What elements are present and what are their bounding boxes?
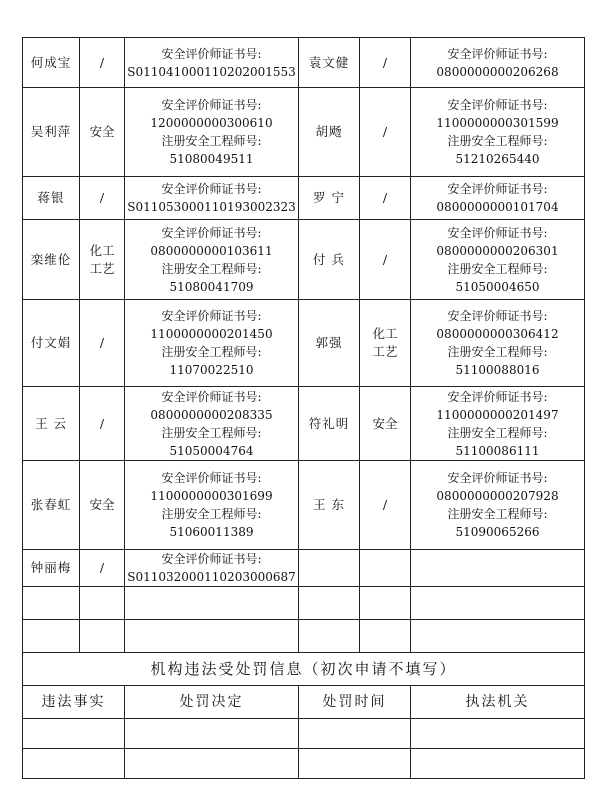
person-certificates xyxy=(125,177,299,220)
person-major: / xyxy=(80,300,125,387)
person-major: / xyxy=(360,220,411,300)
person-name: 蒋银 xyxy=(23,177,80,220)
certificate-label: 注册安全工程师号: xyxy=(161,425,262,440)
empty-cell xyxy=(299,587,360,620)
certificate-label: 安全评价师证书号: xyxy=(447,471,548,485)
person-major: / xyxy=(80,177,125,220)
person-certificates xyxy=(411,177,585,220)
personnel-row xyxy=(23,387,585,461)
person-name: 王 云 xyxy=(23,387,80,461)
certificate-number: 0800000000101704 xyxy=(436,200,559,214)
person-certificates xyxy=(125,38,299,88)
empty-cell xyxy=(125,749,299,779)
person-name: 袁文健 xyxy=(299,38,360,88)
empty-cell xyxy=(411,587,585,620)
person-certificates xyxy=(411,220,585,300)
person-major: 化工工艺 xyxy=(360,300,411,387)
person-major: / xyxy=(80,387,125,461)
person-major: 安全 xyxy=(360,387,411,461)
certificate-number: 1100000000301599 xyxy=(436,116,559,130)
certificate-number: 1100000000201450 xyxy=(150,327,273,341)
certificate-number: 0800000000208335 xyxy=(150,407,273,422)
personnel-table xyxy=(22,37,585,779)
certificate-label: 安全评价师证书号: xyxy=(447,389,548,404)
certificate-label: 安全评价师证书号: xyxy=(161,225,262,240)
penalty-empty-row xyxy=(23,749,585,779)
personnel-row xyxy=(23,177,585,220)
certificate-label: 安全评价师证书号: xyxy=(447,46,548,61)
certificate-number: 51050004764 xyxy=(169,443,254,458)
empty-cell xyxy=(23,620,80,653)
empty-cell xyxy=(23,719,125,749)
certificate-label: 注册安全工程师号: xyxy=(161,261,262,276)
person-major: / xyxy=(360,177,411,220)
empty-cell xyxy=(23,749,125,779)
certificate-number: 0800000000207928 xyxy=(436,489,559,503)
empty-cell xyxy=(411,620,585,653)
empty-cell xyxy=(125,719,299,749)
person-name: 付文娟 xyxy=(23,300,80,387)
empty-cell xyxy=(125,620,299,653)
certificate-label: 注册安全工程师号: xyxy=(161,345,262,359)
person-name: 张春虹 xyxy=(23,461,80,550)
certificate-label: 安全评价师证书号: xyxy=(447,309,548,323)
certificate-number: 0800000000206268 xyxy=(436,64,559,79)
personnel-document xyxy=(22,37,584,779)
empty-cell xyxy=(23,587,80,620)
person-name: 符礼明 xyxy=(299,387,360,461)
penalty-section-title: 机构违法受处罚信息（初次申请不填写） xyxy=(23,653,585,686)
personnel-row xyxy=(23,38,585,88)
empty-cell xyxy=(411,719,585,749)
certificate-number: 51210265440 xyxy=(455,152,540,166)
personnel-row xyxy=(23,300,585,387)
person-certificates xyxy=(125,220,299,300)
certificate-label: 安全评价师证书号: xyxy=(447,225,548,240)
person-name xyxy=(299,550,360,587)
person-certificates xyxy=(125,300,299,387)
person-name: 郭强 xyxy=(299,300,360,387)
empty-cell xyxy=(411,749,585,779)
person-certificates xyxy=(411,461,585,550)
empty-row xyxy=(23,587,585,620)
certificate-number: S011032000110203000687 xyxy=(127,570,296,584)
person-major: / xyxy=(360,88,411,177)
empty-cell xyxy=(299,749,411,779)
person-major xyxy=(360,550,411,587)
certificate-label: 注册安全工程师号: xyxy=(447,134,548,148)
header-violation-facts: 违法事实 xyxy=(23,686,125,719)
certificate-number: 11070022510 xyxy=(169,363,254,377)
certificate-label: 注册安全工程师号: xyxy=(447,425,548,440)
personnel-row xyxy=(23,88,585,177)
empty-cell xyxy=(360,620,411,653)
certificate-label: 安全评价师证书号: xyxy=(161,309,262,323)
certificate-label: 安全评价师证书号: xyxy=(161,98,262,112)
person-certificates xyxy=(411,88,585,177)
person-major: / xyxy=(80,38,125,88)
certificate-label: 安全评价师证书号: xyxy=(447,182,548,196)
certificate-label: 注册安全工程师号: xyxy=(161,507,262,521)
penalty-empty-row xyxy=(23,719,585,749)
person-major: / xyxy=(80,550,125,587)
person-certificates xyxy=(125,88,299,177)
certificate-number: 51100086111 xyxy=(455,443,540,458)
header-penalty-decision: 处罚决定 xyxy=(125,686,299,719)
certificate-label: 注册安全工程师号: xyxy=(447,261,548,276)
empty-cell xyxy=(80,620,125,653)
person-name: 付 兵 xyxy=(299,220,360,300)
personnel-row xyxy=(23,550,585,587)
certificate-label: 注册安全工程师号: xyxy=(447,507,548,521)
person-certificates xyxy=(411,38,585,88)
certificate-number: 51080041709 xyxy=(169,279,254,294)
certificate-number: 0800000000103611 xyxy=(150,243,273,258)
empty-cell xyxy=(299,719,411,749)
penalty-title-row xyxy=(23,653,585,686)
person-name: 吴利萍 xyxy=(23,88,80,177)
certificate-number: 51080049511 xyxy=(169,152,254,166)
person-certificates xyxy=(411,387,585,461)
empty-cell xyxy=(80,587,125,620)
certificate-number: 51050004650 xyxy=(455,279,540,294)
person-name: 钟丽梅 xyxy=(23,550,80,587)
certificate-label: 注册安全工程师号: xyxy=(447,345,548,359)
certificate-number: 1200000000300610 xyxy=(150,116,273,130)
certificate-label: 安全评价师证书号: xyxy=(161,389,262,404)
person-name: 何成宝 xyxy=(23,38,80,88)
personnel-row xyxy=(23,220,585,300)
certificate-label: 安全评价师证书号: xyxy=(161,182,262,196)
penalty-header-row xyxy=(23,686,585,719)
empty-cell xyxy=(299,620,360,653)
person-name: 王 东 xyxy=(299,461,360,550)
person-major: 化工工艺 xyxy=(80,220,125,300)
certificate-label: 注册安全工程师号: xyxy=(161,134,262,148)
certificate-number: 51090065266 xyxy=(455,525,540,539)
certificate-number: 0800000000206301 xyxy=(436,243,559,258)
certificate-label: 安全评价师证书号: xyxy=(161,552,262,566)
certificate-label: 安全评价师证书号: xyxy=(161,46,262,61)
person-certificates xyxy=(125,387,299,461)
certificate-number: 1100000000301699 xyxy=(150,489,273,503)
person-major: 安全 xyxy=(80,461,125,550)
certificate-label: 安全评价师证书号: xyxy=(161,471,262,485)
header-enforcement-agency: 执法机关 xyxy=(411,686,585,719)
empty-row xyxy=(23,620,585,653)
person-name: 胡飏 xyxy=(299,88,360,177)
person-major: / xyxy=(360,38,411,88)
person-certificates xyxy=(411,550,585,587)
certificate-label: 安全评价师证书号: xyxy=(447,98,548,112)
certificate-number: 51100088016 xyxy=(455,363,540,377)
person-certificates xyxy=(125,461,299,550)
empty-cell xyxy=(125,587,299,620)
personnel-row xyxy=(23,461,585,550)
person-certificates xyxy=(125,550,299,587)
certificate-number: 0800000000306412 xyxy=(436,327,559,341)
certificate-number: 1100000000201497 xyxy=(436,407,559,422)
header-penalty-time: 处罚时间 xyxy=(299,686,411,719)
person-major: 安全 xyxy=(80,88,125,177)
person-name: 罗 宁 xyxy=(299,177,360,220)
person-major: / xyxy=(360,461,411,550)
empty-cell xyxy=(360,587,411,620)
certificate-number: 51060011389 xyxy=(169,525,254,539)
person-name: 栾维伦 xyxy=(23,220,80,300)
certificate-number: S011053000110193002323 xyxy=(127,200,296,214)
certificate-number: S011041000110202001553 xyxy=(127,64,296,79)
person-certificates xyxy=(411,300,585,387)
